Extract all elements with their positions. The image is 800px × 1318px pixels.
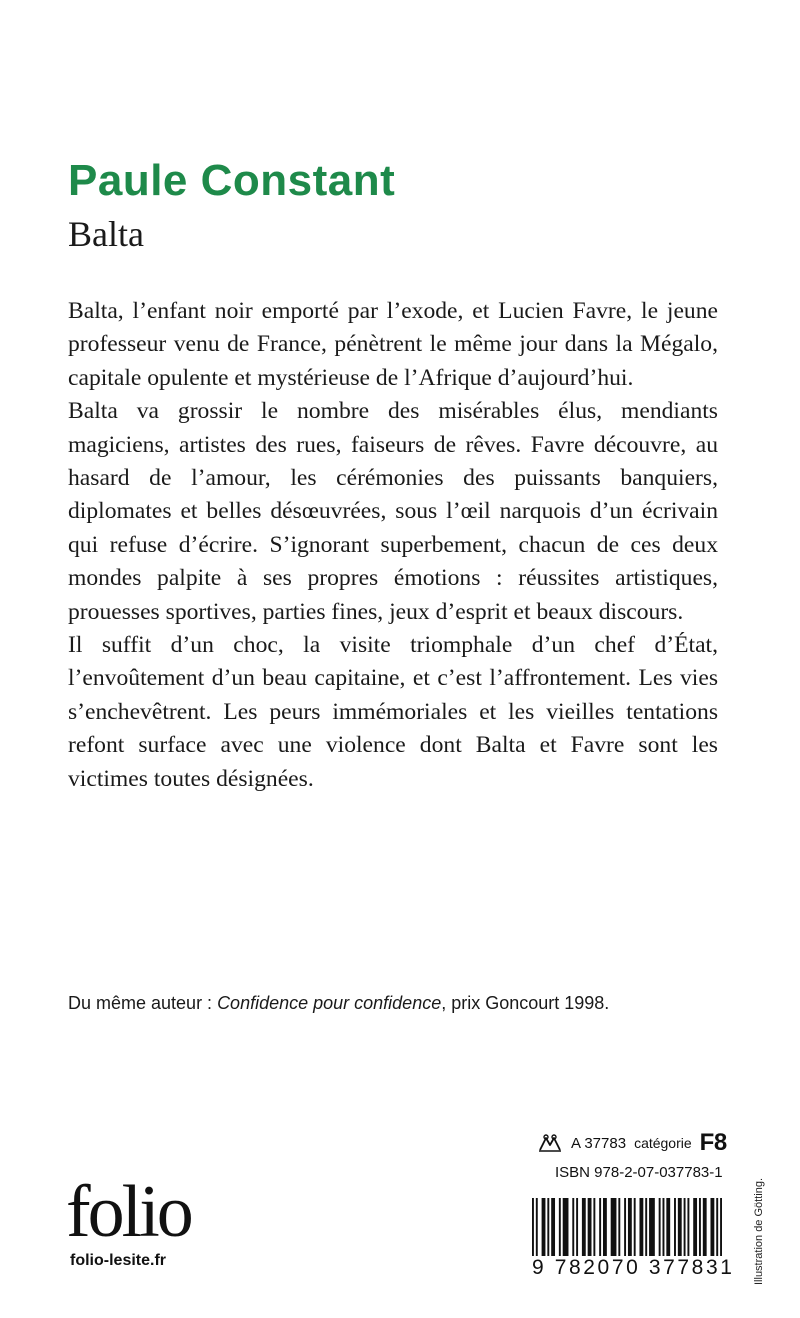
barcode-bar [678,1198,682,1262]
barcode-digits: 9 782070 377831 [532,1256,735,1279]
isbn: ISBN 978-2-07-037783-1 [555,1164,723,1181]
barcode-bar [649,1198,655,1262]
barcode-bar [532,1198,534,1262]
barcode-bar [582,1198,586,1262]
barcode-bar [559,1198,561,1262]
barcode-bar [634,1198,636,1262]
barcode-bar [542,1198,546,1262]
barcode-bar [674,1198,676,1262]
publisher-site: folio-lesite.fr [70,1252,167,1269]
barcode-bar [699,1198,701,1262]
price-line [537,1130,727,1156]
other-works-title: Confidence pour confidence [217,993,442,1013]
barcode-bar [551,1198,555,1262]
blurb [68,295,718,796]
categorie-label: catégorie [634,1135,692,1151]
author-name: Paule Constant [68,156,396,205]
barcode-bar [663,1198,665,1262]
barcode-bar [603,1198,607,1262]
other-works-suffix: , prix Goncourt 1998. [441,993,610,1013]
barcode-bar [563,1198,569,1262]
barcode-bar [536,1198,538,1262]
blurb-paragraph: Balta, l’enfant noir emporté par l’exode, et Lucien Favre, le jeune professeur venu de France, pénètrent le même jour dans la Mégalo, capitale opulente et mystérieuse de l’Afrique d’aujourd’hui. [68,298,718,391]
barcode-bar [624,1198,626,1262]
publisher-mark-icon [537,1133,563,1153]
publisher-logo: folio [66,1171,191,1253]
barcode-bar [659,1198,661,1262]
other-works-prefix: Du même auteur : [68,993,218,1013]
barcode-bar [639,1198,643,1262]
barcode-bar [547,1198,549,1262]
barcode-bar [693,1198,697,1262]
barcode-bar [593,1198,595,1262]
barcode-bar [684,1198,686,1262]
barcode-bar [572,1198,574,1262]
price-code: A 37783 [571,1134,627,1152]
barcode-bar [588,1198,592,1262]
blurb-paragraph: Il suffit d’un choc, la visite triomphale d’un chef d’État, l’envoûtement d’un beau capitaine, et c’est l’affrontement. Les vies s’enchevêtrent. Les peurs immémoriales et les vieilles tentations refont surface avec une violence dont Balta et Favre sont les victimes toutes désignées. [68,632,718,792]
categorie-code: F8 [699,1129,727,1156]
illustration-credit: Illustration de Götting. [753,1177,765,1285]
barcode-bar [666,1198,670,1262]
barcode-bar [645,1198,647,1262]
barcode-bar [611,1198,617,1262]
other-works-note [68,990,609,1016]
barcode-bar [703,1198,707,1262]
barcode-bar [618,1198,620,1262]
blurb-paragraph: Balta va grossir le nombre des misérables élus, mendiants magiciens, artistes des rues, faiseurs de rêves. Favre découvre, au hasard de l’amour, les cérémonies des puissants banquiers, diplomates et belles désœuvrées, sous l’œil narquois d’un écrivain qui refuse d’écrire. S’ignorant superbement, chacun de ces deux mondes palpite à ses propres émotions : réussites artistiques, prouesses sportives, parties fines, jeux d’esprit et beaux discours. [68,398,718,625]
barcode-bar [687,1198,689,1262]
barcode-bar [628,1198,632,1262]
barcode-bar [720,1198,722,1262]
book-title: Balta [68,214,144,254]
barcode-bar [599,1198,601,1262]
barcode-bar [710,1198,714,1262]
barcode-bar [576,1198,578,1262]
barcode-bar [716,1198,718,1262]
